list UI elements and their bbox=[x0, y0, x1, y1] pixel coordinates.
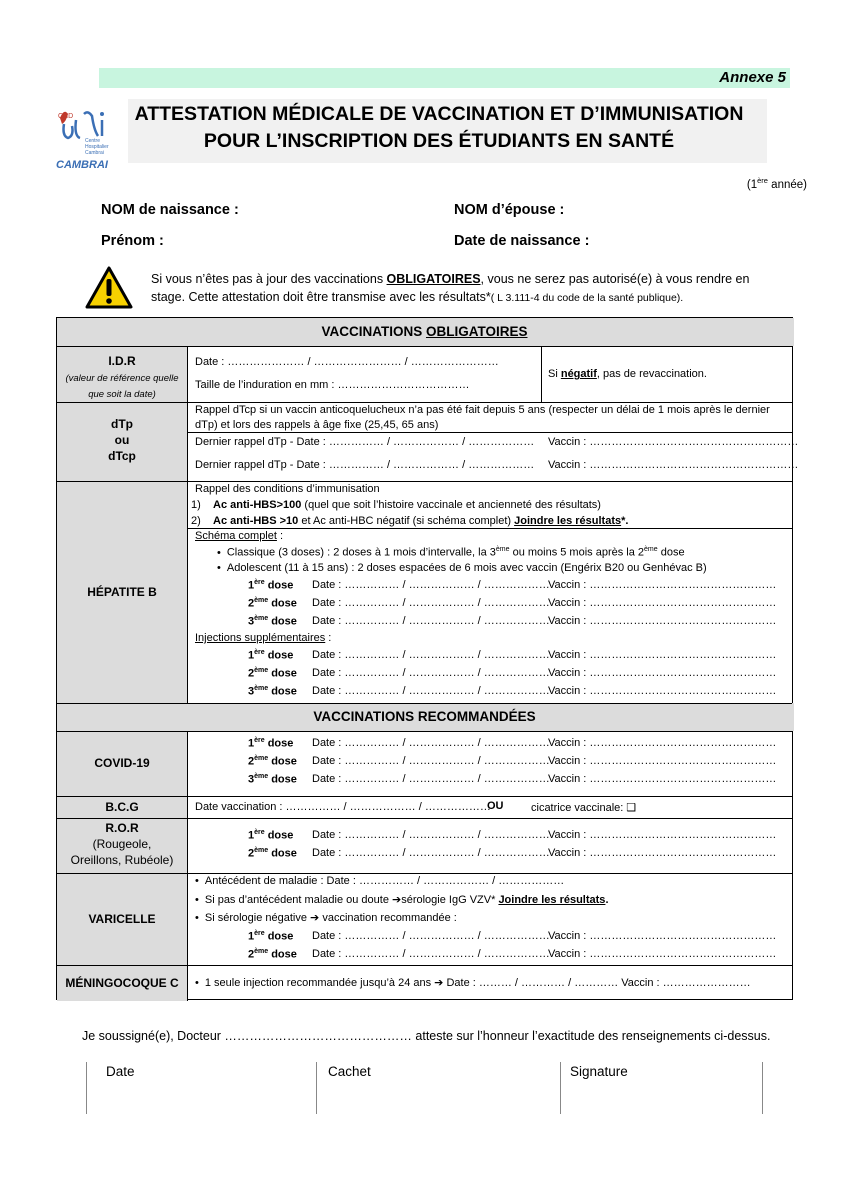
hospital-logo bbox=[54, 106, 116, 172]
hepb-inj-1-vaccin: Vaccin : …………………………………………… bbox=[548, 649, 777, 661]
covid-dose-2-label: 2ème dose bbox=[248, 755, 297, 768]
svg-text:CAMBRAI: CAMBRAI bbox=[56, 159, 108, 171]
varicelle-label: VARICELLE bbox=[88, 912, 156, 926]
recommandees-title: VACCINATIONS RECOMMANDÉES bbox=[313, 709, 536, 724]
annexe-bar bbox=[99, 68, 790, 88]
obligatoires-title: VACCINATIONS OBLIGATOIRES bbox=[321, 324, 528, 339]
ror-dose-2-vaccin: Vaccin : …………………………………………… bbox=[548, 847, 777, 859]
signature-divider-3 bbox=[560, 1062, 561, 1114]
ror-dose-1-vaccin: Vaccin : …………………………………………… bbox=[548, 829, 777, 841]
hepb-dose-1-date: Date : …………… / ……………… / ……………… bbox=[312, 579, 550, 591]
varicelle-negative: • Si sérologie négative ➔ vaccination recommandée : bbox=[195, 911, 457, 924]
signature-divider-2 bbox=[316, 1062, 317, 1114]
hepb-dose-3-date: Date : …………… / ……………… / ……………… bbox=[312, 615, 550, 627]
hepb-inj-1-label: 1ère dose bbox=[248, 649, 294, 662]
hepb-schema-complet: Schéma complet : bbox=[195, 530, 284, 542]
dtp-rappel-date-1: Dernier rappel dTp - Date : …………… / ……………… / ……………… bbox=[195, 436, 535, 448]
covid-dose-2-date: Date : …………… / ……………… / ……………… bbox=[312, 755, 550, 767]
hepb-inj-3-label: 3ème dose bbox=[248, 685, 297, 698]
hepb-rappel: Rappel des conditions d’immunisation bbox=[195, 483, 380, 495]
hepb-inj-2-date: Date : …………… / ……………… / ……………… bbox=[312, 667, 550, 679]
svg-text:Hospitalier: Hospitalier bbox=[85, 144, 109, 150]
dtp-vaccin-1: Vaccin : ………………………………………………… bbox=[548, 436, 799, 448]
ror-dose-1-date: Date : …………… / ……………… / ……………… bbox=[312, 829, 550, 841]
bcg-date: Date vaccination : …………… / ……………… / ……………… bbox=[195, 801, 491, 813]
svg-text:CHD: CHD bbox=[58, 113, 74, 120]
covid-dose-2-vaccin: Vaccin : …………………………………………… bbox=[548, 755, 777, 767]
varicelle-dose-1-label: 1ère dose bbox=[248, 930, 294, 943]
covid-label: COVID-19 bbox=[94, 756, 150, 770]
hepb-inj-3-vaccin: Vaccin : …………………………………………… bbox=[548, 685, 777, 697]
hepb-dose-2-label: 2ème dose bbox=[248, 597, 297, 610]
hepb-injections-supplementaires: Injections supplémentaires : bbox=[195, 632, 332, 644]
annexe-label: Annexe 5 bbox=[719, 69, 786, 86]
bcg-cicatrice: cicatrice vaccinale: ❑ bbox=[531, 802, 637, 814]
idr-label: I.D.R (valeur de référence quelle que soit la date) bbox=[65, 354, 179, 400]
birth-date-label: Date de naissance : bbox=[454, 233, 590, 249]
hepb-dose-2-date: Date : …………… / ……………… / ……………… bbox=[312, 597, 550, 609]
varicelle-dose-1-vaccin: Vaccin : …………………………………………… bbox=[548, 930, 777, 942]
hepb-condition-1: 1) Ac anti-HBS>100 (quel que soit l’histoire vaccinale et ancienneté des résultats) bbox=[191, 499, 601, 511]
hepb-inj-2-vaccin: Vaccin : …………………………………………… bbox=[548, 667, 777, 679]
signature-divider-4 bbox=[762, 1062, 763, 1114]
varicelle-dose-2-label: 2ème dose bbox=[248, 948, 297, 961]
covid-dose-1-date: Date : …………… / ……………… / ……………… bbox=[312, 737, 550, 749]
covid-dose-3-label: 3ème dose bbox=[248, 773, 297, 786]
hepb-adolescent: • Adolescent (11 à 15 ans) : 2 doses espacées de 6 mois avec vaccin (Engérix B20 ou Genhévac B) bbox=[217, 562, 707, 574]
first-name-label: Prénom : bbox=[101, 233, 164, 249]
meningocoque-label: MÉNINGOCOQUE C bbox=[65, 976, 179, 990]
covid-dose-1-label: 1ère dose bbox=[248, 737, 294, 750]
hepb-classique: • Classique (3 doses) : 2 doses à 1 mois d’intervalle, la 3ème ou moins 5 mois après la 2ème dose bbox=[217, 546, 685, 559]
ror-label: R.O.R (Rougeole, Oreillons, Rubéole) bbox=[70, 821, 174, 867]
dtp-vaccin-2: Vaccin : ………………………………………………… bbox=[548, 459, 799, 471]
svg-text:Cambrai: Cambrai bbox=[85, 150, 104, 156]
date-field-label: Date bbox=[106, 1064, 135, 1079]
hepb-inj-2-label: 2ème dose bbox=[248, 667, 297, 680]
covid-dose-1-vaccin: Vaccin : …………………………………………… bbox=[548, 737, 777, 749]
svg-text:Centre: Centre bbox=[85, 138, 101, 144]
warning-text: Si vous n’êtes pas à jour des vaccinations OBLIGATOIRES, vous ne serez pas autorisé(e) à vous rendre en stage. Cette attestation doit être transmise avec les résultats*( L 3.111-4 du code de la santé publique). bbox=[151, 272, 750, 304]
varicelle-dose-2-date: Date : …………… / ……………… / ……………… bbox=[312, 948, 550, 960]
hepatite-b-label: HÉPATITE B bbox=[87, 585, 157, 599]
signature-field-label: Signature bbox=[570, 1064, 628, 1079]
dtp-label: dTp ou dTcp bbox=[108, 417, 136, 463]
birth-name-label: NOM de naissance : bbox=[101, 202, 239, 218]
dtp-rappel-date-2: Dernier rappel dTp - Date : …………… / ……………… / ……………… bbox=[195, 459, 535, 471]
idr-induration: Taille de l’induration en mm : ……………………………… bbox=[195, 379, 470, 391]
ror-dose-1-label: 1ère dose bbox=[248, 829, 294, 842]
hepb-dose-2-vaccin: Vaccin : …………………………………………… bbox=[548, 597, 777, 609]
signature-divider-1 bbox=[86, 1062, 87, 1114]
covid-dose-3-date: Date : …………… / ……………… / ……………… bbox=[312, 773, 550, 785]
hepb-dose-1-label: 1ère dose bbox=[248, 579, 294, 592]
varicelle-antecedent: • Antécédent de maladie : Date : …………… / ……………… / ……………… bbox=[195, 875, 564, 887]
page-title: ATTESTATION MÉDICALE DE VACCINATION ET D’IMMUNISATION POUR L’INSCRIPTION DES ÉTUDIANTS EN SANTÉ bbox=[134, 103, 744, 152]
cachet-field-label: Cachet bbox=[328, 1064, 371, 1079]
meningocoque-text: • 1 seule injection recommandée jusqu’à 24 ans ➔ Date : ……… / ………… / ………… Vaccin : …………………… bbox=[195, 976, 751, 989]
hepb-dose-3-label: 3ème dose bbox=[248, 615, 297, 628]
bcg-label: B.C.G bbox=[105, 800, 139, 814]
idr-date: Date : ………………… / …………………… / …………………… bbox=[195, 356, 499, 368]
warning-triangle-icon bbox=[85, 266, 133, 309]
married-name-label: NOM d’épouse : bbox=[454, 202, 565, 218]
ror-dose-2-label: 2ème dose bbox=[248, 847, 297, 860]
vaccination-table bbox=[56, 317, 799, 1000]
idr-negative-note: Si négatif, pas de revaccination. bbox=[548, 368, 707, 380]
varicelle-dose-2-vaccin: Vaccin : …………………………………………… bbox=[548, 948, 777, 960]
bcg-or: OU bbox=[487, 800, 504, 812]
attestation-text: Je soussigné(e), Docteur ……………………………………… atteste sur l’honneur l’exactitude des renseignements ci-dessus. bbox=[82, 1029, 771, 1043]
ror-dose-2-date: Date : …………… / ……………… / ……………… bbox=[312, 847, 550, 859]
hepb-condition-2: 2) Ac anti-HBS >10 et Ac anti-HBC négatif (si schéma complet) Joindre les résultats*. bbox=[191, 515, 629, 527]
varicelle-dose-1-date: Date : …………… / ……………… / ……………… bbox=[312, 930, 550, 942]
varicelle-serologie: • Si pas d’antécédent maladie ou doute ➔sérologie IgG VZV* Joindre les résultats. bbox=[195, 893, 609, 906]
hepb-dose-1-vaccin: Vaccin : …………………………………………… bbox=[548, 579, 777, 591]
covid-dose-3-vaccin: Vaccin : …………………………………………… bbox=[548, 773, 777, 785]
hepb-inj-1-date: Date : …………… / ……………… / ……………… bbox=[312, 649, 550, 661]
year-note: (1ère année) bbox=[746, 176, 807, 191]
dtp-rappel-note: Rappel dTcp si un vaccin anticoquelucheux n’a pas été fait depuis 5 ans (respecter un délai de 1 mois après le dernier dTp) et lors des rappels à âge fixe (25,45, 65 ans) bbox=[195, 404, 770, 431]
hepb-dose-3-vaccin: Vaccin : …………………………………………… bbox=[548, 615, 777, 627]
hepb-inj-3-date: Date : …………… / ……………… / ……………… bbox=[312, 685, 550, 697]
